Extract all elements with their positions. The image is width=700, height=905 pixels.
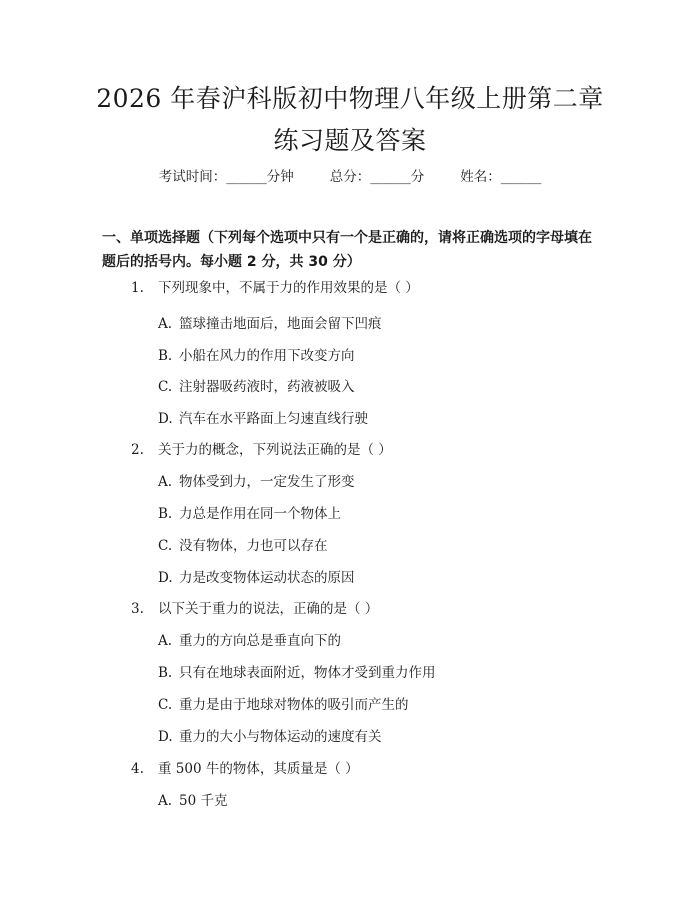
option-text: 只有在地球表面附近，物体才受到重力作用 (179, 665, 436, 681)
option-text: 注射器吸药液时，药液被吸入 (179, 379, 355, 395)
student-name-field: 姓名：______ (460, 169, 542, 185)
question-text: 关于力的概念，下列说法正确的是（ ） (158, 442, 392, 458)
option-text: 没有物体，力也可以存在 (179, 538, 328, 554)
option-2c (158, 536, 328, 556)
document-title (40, 78, 660, 162)
option-2b (158, 504, 341, 524)
option-text: 力是改变物体运动状态的原因 (179, 570, 355, 586)
title-line-1: 2026 年春沪科版初中物理八年级上册第二章 (96, 84, 604, 113)
option-letter: B. (158, 665, 173, 681)
option-letter: A. (158, 633, 173, 649)
option-3d (158, 727, 382, 747)
option-2d (158, 568, 355, 588)
option-1b (158, 346, 355, 366)
question-number: 2. (131, 442, 144, 458)
option-text: 物体受到力，一定发生了形变 (179, 474, 355, 490)
option-letter: B. (158, 348, 173, 364)
option-letter: D. (158, 411, 173, 427)
option-1c (158, 377, 355, 397)
question-4 (131, 759, 359, 779)
option-text: 篮球撞击地面后，地面会留下凹痕 (179, 316, 382, 332)
option-3b (158, 663, 436, 683)
option-letter: A. (158, 793, 173, 809)
option-2a (158, 472, 355, 492)
question-3 (131, 599, 378, 619)
question-number: 3. (131, 601, 144, 617)
option-letter: A. (158, 316, 173, 332)
question-text: 重 500 牛的物体，其质量是（ ） (158, 761, 359, 777)
option-1a (158, 314, 382, 334)
question-text: 以下关于重力的说法，正确的是（ ） (158, 601, 379, 617)
option-text: 力总是作用在同一个物体上 (179, 506, 341, 522)
option-4a (158, 791, 227, 811)
option-text: 重力的方向总是垂直向下的 (179, 633, 341, 649)
option-letter: D. (158, 729, 173, 745)
option-letter: A. (158, 474, 173, 490)
option-text: 50 千克 (179, 793, 228, 809)
option-letter: C. (158, 379, 173, 395)
option-3c (158, 695, 409, 715)
option-letter: B. (158, 506, 173, 522)
option-text: 汽车在水平路面上匀速直线行驶 (179, 411, 368, 427)
option-3a (158, 631, 341, 651)
exam-time-field: 考试时间：______分钟 (158, 169, 294, 185)
option-letter: D. (158, 570, 173, 586)
section-heading: 一、单项选择题（下列每个选项中只有一个是正确的，请将正确选项的字母填在题后的括号内。每小题 2 分，共 30 分） (102, 230, 592, 270)
total-score-field: 总分：______分 (329, 169, 425, 185)
question-number: 1. (131, 280, 144, 296)
option-letter: C. (158, 538, 173, 554)
exam-info-line (0, 166, 700, 188)
question-1 (131, 278, 419, 298)
option-text: 小船在风力的作用下改变方向 (179, 348, 355, 364)
question-2 (131, 440, 392, 460)
option-1d (158, 409, 368, 429)
question-number: 4. (131, 761, 144, 777)
option-text: 重力的大小与物体运动的速度有关 (179, 729, 382, 745)
option-letter: C. (158, 697, 173, 713)
question-text: 下列现象中，不属于力的作用效果的是（ ） (158, 280, 419, 296)
option-text: 重力是由于地球对物体的吸引而产生的 (179, 697, 409, 713)
title-line-2: 练习题及答案 (273, 126, 427, 155)
